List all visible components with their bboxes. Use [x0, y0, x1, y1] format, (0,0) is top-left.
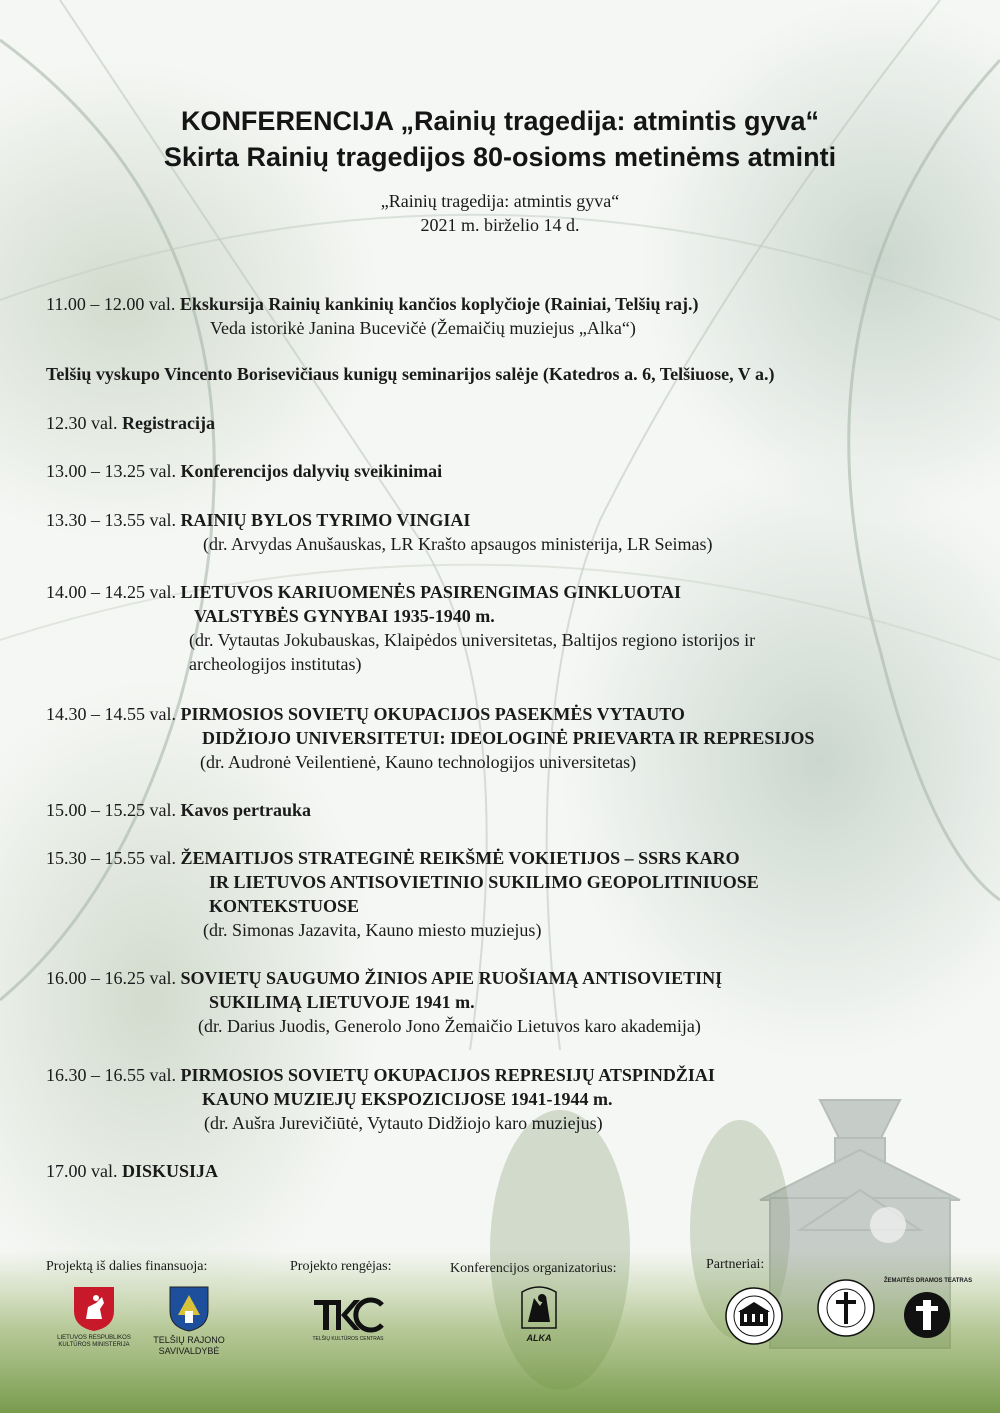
item-title: SUKILIMĄ LIETUVOJE 1941 m. — [209, 992, 475, 1012]
program-item-discussion — [46, 1160, 218, 1182]
program-item-greetings — [46, 460, 442, 482]
item-title: Ekskursija Rainių kankinių kančios koplyčioje (Rainiai, Telšių raj.) — [179, 294, 699, 314]
theatre-caption: ŽEMAITĖS DRAMOS TEATRAS — [883, 1278, 973, 1284]
item-time: 14.30 – 14.55 val. — [46, 704, 181, 724]
item-time: 14.00 – 14.25 val. — [46, 582, 181, 602]
item-title: LIETUVOS KARIUOMENĖS PASIRENGIMAS GINKLUOTAI — [180, 582, 682, 602]
item-title: DIDŽIOJO UNIVERSITETUI: IDEOLOGINĖ PRIEVARTA IR REPRESIJOS — [202, 728, 815, 748]
item-title: Konferencijos dalyvių sveikinimai — [180, 461, 443, 481]
item-title-cont — [209, 991, 475, 1013]
item-note: (dr. Simonas Jazavita, Kauno miesto muziejus) — [203, 920, 542, 940]
item-time: 15.00 – 15.25 val. — [46, 800, 181, 820]
item-title: PIRMOSIOS SOVIETŲ OKUPACIJOS PASEKMĖS VYTAUTO — [180, 704, 685, 724]
item-title: Kavos pertrauka — [180, 800, 311, 820]
conference-title: KONFERENCIJA „Rainių tragedija: atmintis gyva“ — [180, 106, 820, 136]
tkc-caption: TELŠIŲ KULTŪROS CENTRAS — [312, 1336, 384, 1342]
alka-caption: ALKA — [526, 1333, 552, 1343]
theatre-logo-icon — [902, 1290, 952, 1340]
item-title-cont — [202, 727, 814, 749]
item-note: (dr. Audronė Veilentienė, Kauno technologijos universitetas) — [200, 752, 637, 772]
item-title: KONTEKSTUOSE — [209, 896, 360, 916]
telsiai-caption — [144, 1335, 234, 1357]
venue-line — [46, 363, 774, 385]
item-time: 11.00 – 12.00 val. — [46, 294, 180, 314]
item-note: (dr. Aušra Jurevičiūtė, Vytauto Didžiojo karo muziejus) — [204, 1113, 603, 1133]
organizer-label: Projekto rengėjas: — [290, 1259, 392, 1274]
item-title: SOVIETŲ SAUGUMO ŽINIOS APIE RUOŠIAMĄ ANTISOVIETINĮ — [180, 968, 723, 988]
item-time: 12.30 val. — [46, 413, 122, 433]
telsiai-caption-line2: SAVIVALDYBĖ — [158, 1346, 220, 1356]
ministry-caption — [44, 1335, 144, 1349]
program-item-vdu — [46, 703, 685, 725]
item-title-cont — [209, 871, 759, 893]
item-title: KAUNO MUZIEJŲ EKSPOZICIJOSE 1941-1944 m. — [202, 1089, 613, 1109]
program-item-samogitia — [46, 847, 740, 869]
item-note: (dr. Arvydas Anušauskas, LR Krašto apsaugos ministerija, LR Seimas) — [203, 534, 713, 554]
item-note: (dr. Vytautas Jokubauskas, Klaipėdos universitetas, Baltijos regiono istorijos ir — [189, 630, 756, 650]
item-title-cont — [202, 1088, 613, 1110]
item-title-cont — [209, 895, 359, 917]
ministry-coat-of-arms-icon — [72, 1285, 116, 1333]
program-item-rainiai-case — [46, 509, 470, 531]
program-item-security — [46, 967, 722, 989]
telsiai-caption-line1: TELŠIŲ RAJONO — [153, 1335, 225, 1345]
program-item-registration — [46, 412, 215, 434]
item-time: 13.30 – 13.55 val. — [46, 510, 181, 530]
partners-label: Partneriai: — [706, 1257, 765, 1272]
venue-text: Telšių vyskupo Vincento Borisevičiaus kunigų seminarijos salėje (Katedros a. 6, Telšiuose, V a.) — [46, 364, 775, 384]
diocese-seal-icon — [816, 1278, 876, 1338]
item-title: RAINIŲ BYLOS TYRIMO VINGIAI — [180, 510, 471, 530]
program-item-excursion — [46, 293, 698, 315]
item-time: 16.30 – 16.55 val. — [46, 1065, 181, 1085]
telsiai-coat-of-arms-icon — [168, 1285, 210, 1333]
item-time: 16.00 – 16.25 val. — [46, 968, 181, 988]
program-item-coffee-break — [46, 799, 311, 821]
item-time: 17.00 val. — [46, 1161, 122, 1181]
item-title: DISKUSIJA — [122, 1161, 219, 1181]
item-title: VALSTYBĖS GYNYBAI 1935-1940 m. — [194, 606, 495, 626]
item-title: PIRMOSIOS SOVIETŲ OKUPACIJOS REPRESIJŲ ATSPINDŽIAI — [180, 1065, 715, 1085]
item-title-cont — [194, 605, 495, 627]
item-title: ŽEMAITIJOS STRATEGINĖ REIKŠMĖ VOKIETIJOS – SSRS KARO — [180, 848, 740, 868]
ministry-caption-line2: KULTŪROS MINISTERIJA — [58, 1342, 130, 1348]
program-item-museums — [46, 1064, 715, 1086]
tkc-logo-icon — [312, 1296, 384, 1334]
item-title: Registracija — [122, 413, 215, 433]
item-time: 15.30 – 15.55 val. — [46, 848, 181, 868]
item-note: archeologijos institutas) — [189, 654, 362, 674]
seminary-seal-icon — [724, 1286, 784, 1346]
conference-subtitle: „Rainių tragedija: atmintis gyva“ — [380, 191, 620, 211]
conference-date: 2021 m. birželio 14 d. — [420, 215, 580, 235]
conference-organizer-label: Konferencijos organizatorius: — [450, 1261, 617, 1276]
ministry-caption-line1: LIETUVOS RESPUBLIKOS — [57, 1335, 131, 1341]
item-note: Veda istorikė Janina Bucevičė (Žemaičių muziejus „Alka“) — [210, 318, 636, 338]
conference-dedication: Skirta Rainių tragedijos 80-osioms metinėms atminti — [163, 142, 837, 172]
funder-label: Projektą iš dalies finansuoja: — [46, 1259, 208, 1274]
item-note: (dr. Darius Juodis, Generolo Jono Žemaičio Lietuvos karo akademija) — [198, 1016, 701, 1036]
item-time: 13.00 – 13.25 val. — [46, 461, 181, 481]
program-item-army — [46, 581, 681, 603]
item-title: IR LIETUVOS ANTISOVIETINIO SUKILIMO GEOPOLITINIUOSE — [209, 872, 759, 892]
